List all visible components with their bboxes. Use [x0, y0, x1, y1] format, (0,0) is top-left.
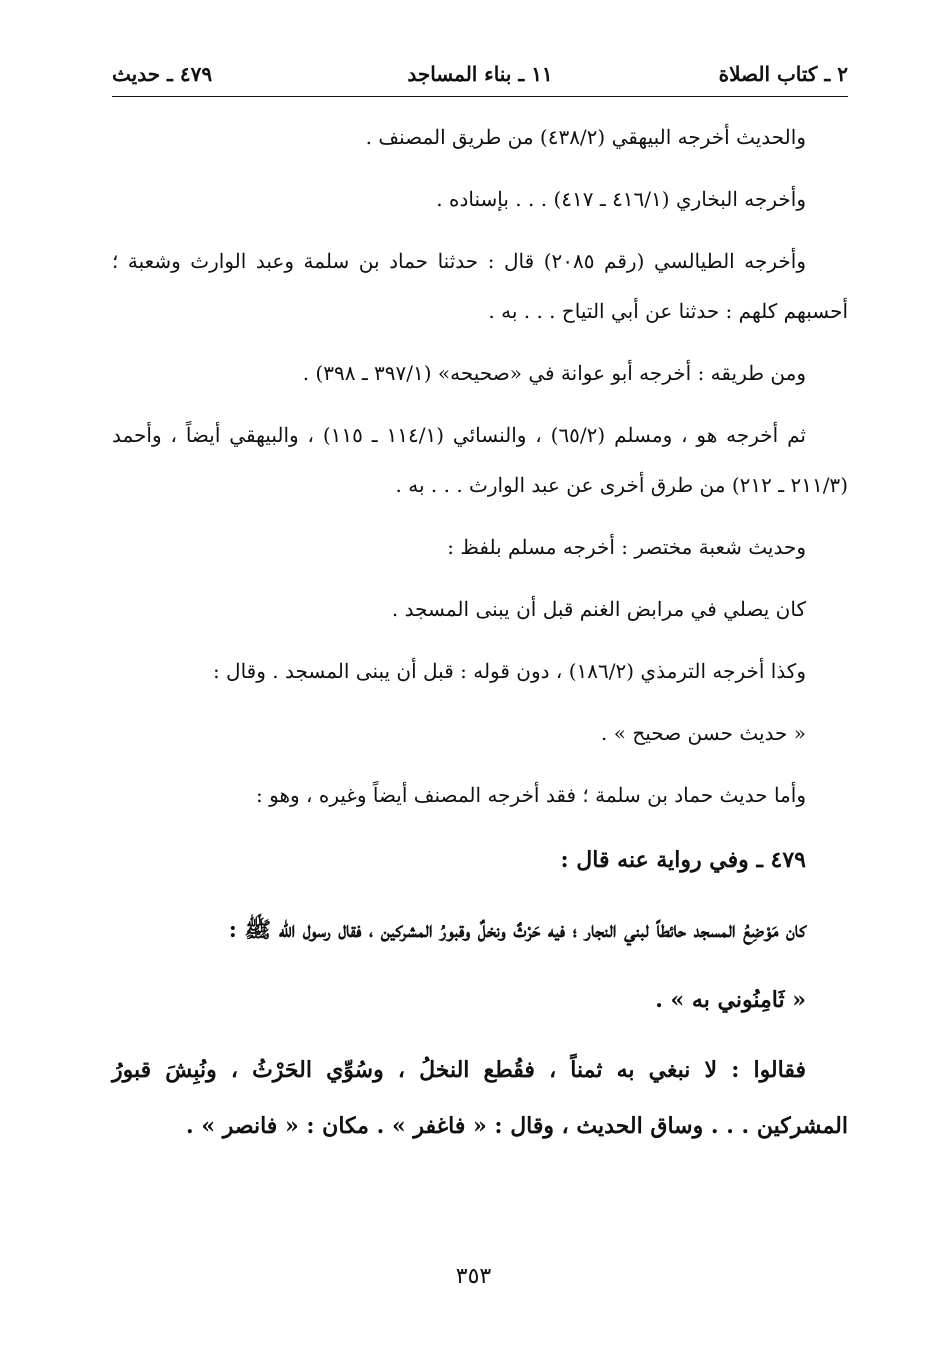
header-divider: [112, 96, 848, 97]
commentary-paragraph: وكذا أخرجه الترمذي (١٨٦/٢) ، دون قوله : قبل أن يبنى المسجد . وقال :: [212, 659, 806, 683]
hadith-heading: ٤٧٩ ـ وفي رواية عنه قال :: [560, 847, 806, 873]
hadith-text: « ثَامِنُوني به » .: [655, 987, 806, 1013]
hadith-text: كان مَوْضِعُ المسجد حائطاً لبني النجار ؛ فيه حَرْثٌ ونخلٌ وقبورُ المشركين ، فقال رسول الله ﷺ :: [228, 917, 806, 943]
commentary-paragraph: وأما حديث حماد بن سلمة ؛ فقد أخرجه المصنف أيضاً وغيره ، وهو :: [256, 783, 806, 807]
page-number: ٣٥٣: [455, 1264, 492, 1289]
commentary-paragraph: ومن طريقه : أخرجه أبو عوانة في «صحيحه» (٣٩٧/١ ـ ٣٩٨) .: [302, 361, 806, 385]
commentary-paragraph: ثم أخرجه هو ، ومسلم (٦٥/٢) ، والنسائي (١١٤/١ ـ ١١٥) ، والبيهقي أيضاً ، وأحمد (٢١١/٣ ـ ٢١٢) من طرق أخرى عن عبد الوارث . . . به .: [112, 423, 848, 497]
commentary-paragraph: كان يصلي في مرابض الغنم قبل أن يبنى المسجد .: [391, 597, 806, 621]
commentary-paragraph: وأخرجه البخاري (٤١٦/١ ـ ٤١٧) . . . بإسناده .: [436, 187, 806, 211]
hadith-text: فقالوا : لا نبغي به ثمناً ، فقُطع النخلُ ، وسُوِّي الحَرْثُ ، ونُبِشَ قبورُ المشركين . . . وساق الحديث ، وقال : « فاغفر » . مكان : « فانصر » .: [112, 1057, 848, 1139]
running-header: [112, 58, 848, 94]
commentary-paragraph: والحديث أخرجه البيهقي (٤٣٨/٢) من طريق المصنف .: [365, 125, 806, 149]
page-body: [112, 112, 848, 1168]
header-chapter-title: ١١ ـ بناء المساجد: [407, 62, 553, 86]
commentary-paragraph: وأخرجه الطيالسي (رقم ٢٠٨٥) قال : حدثنا حماد بن سلمة وعبد الوارث وشعبة ؛ أحسبهم كلهم : حدثنا عن أبي التياح . . . به .: [112, 249, 848, 323]
commentary-paragraph: وحديث شعبة مختصر : أخرجه مسلم بلفظ :: [447, 535, 806, 559]
commentary-paragraph: « حديث حسن صحيح » .: [601, 721, 806, 745]
header-hadith-number: ٤٧٩ ـ حديث: [112, 62, 213, 86]
header-book-title: ٢ ـ كتاب الصلاة: [718, 62, 848, 86]
